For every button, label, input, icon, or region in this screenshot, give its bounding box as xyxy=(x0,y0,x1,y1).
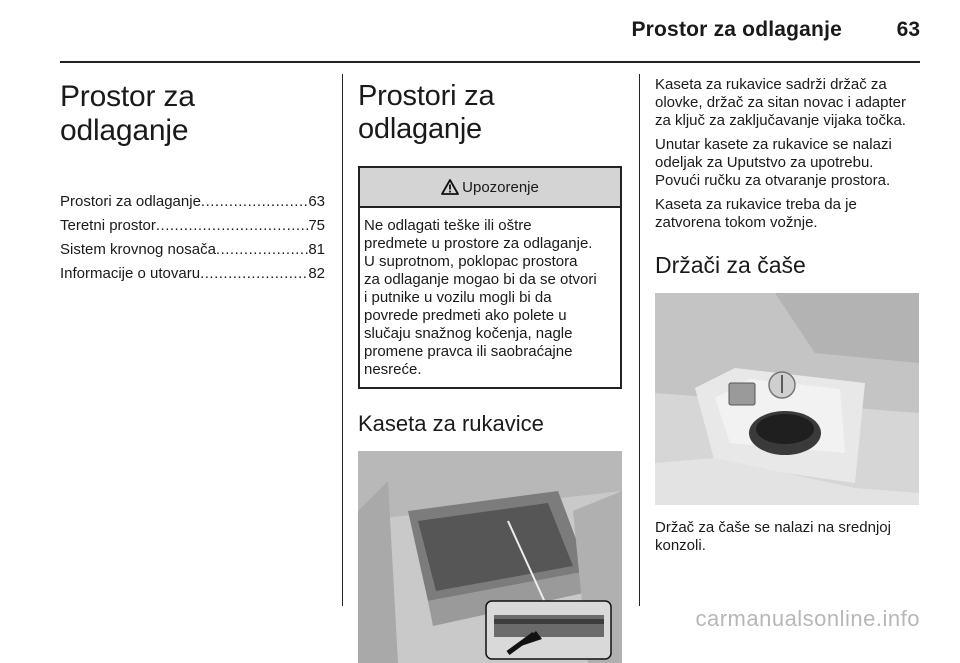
toc-entry-label: Prostori za odlaganje xyxy=(60,193,201,210)
toc-leader xyxy=(156,214,308,238)
table-of-contents xyxy=(60,190,325,286)
warning-line: nesreće. xyxy=(364,361,422,378)
column-divider-1 xyxy=(342,74,343,606)
column-3 xyxy=(655,70,923,555)
running-title: Prostor za odlaganje xyxy=(631,18,842,41)
toc-entry-page: 81 xyxy=(308,241,325,258)
warning-line: slučaju snažnog kočenja, nagle xyxy=(364,325,573,342)
warning-text xyxy=(360,208,620,387)
chapter-title: Prostor za odlaganje xyxy=(60,80,195,147)
warning-triangle-icon xyxy=(441,179,459,195)
toc-entry-label: Informacije o utovaru xyxy=(60,265,201,282)
toc-entry-page: 63 xyxy=(308,193,325,210)
text-line: Povući ručku za otvaranje prostora. xyxy=(655,172,891,189)
text-line: Držač za čaše se nalazi na srednjoj xyxy=(655,519,891,536)
warning-header xyxy=(360,168,620,208)
cupholder-image xyxy=(655,293,919,505)
warning-line: Ne odlagati teške ili oštre xyxy=(364,217,532,234)
warning-line: promene pravca ili saobraćajne xyxy=(364,343,573,360)
paragraph xyxy=(655,196,923,232)
text-line: olovke, držač za sitan novac i adapter xyxy=(655,94,906,111)
paragraph xyxy=(655,76,923,130)
warning-line: U suprotnom, poklopac prostora xyxy=(364,253,578,270)
text-line: odeljak za Uputstvo za upotrebu. xyxy=(655,154,874,171)
toc-entry-label: Teretni prostor xyxy=(60,217,156,234)
toc-entry-page: 75 xyxy=(308,217,325,234)
toc-leader xyxy=(200,262,308,286)
text-line: Kaseta za rukavice treba da je xyxy=(655,196,857,213)
warning-line: predmete u prostore za odlaganje. xyxy=(364,235,593,252)
glovebox-heading: Kaseta za rukavice xyxy=(358,411,544,436)
glovebox-illustration xyxy=(358,451,622,663)
watermark: carmanualsonline.info xyxy=(695,606,920,631)
glovebox-image xyxy=(358,451,622,663)
warning-title: Upozorenje xyxy=(462,178,539,196)
column-2 xyxy=(358,70,622,663)
cupholder-caption xyxy=(655,519,923,555)
text-line: za ključ za zaključavanje vijaka točka. xyxy=(655,112,906,129)
header-rule xyxy=(60,61,920,63)
toc-entry-page: 82 xyxy=(308,265,325,282)
section-title: Prostori za odlaganje xyxy=(358,80,495,145)
page-header xyxy=(0,0,960,62)
warning-box xyxy=(358,166,622,389)
toc-entry[interactable] xyxy=(60,262,325,286)
text-line: Kaseta za rukavice sadrži držač za xyxy=(655,76,887,93)
warning-line: i putnike u vozilu mogli bi da xyxy=(364,289,552,306)
toc-entry-label: Sistem krovnog nosača xyxy=(60,241,216,258)
text-line: Unutar kasete za rukavice se nalazi xyxy=(655,136,892,153)
toc-leader xyxy=(216,238,308,262)
column-divider-2 xyxy=(639,74,640,606)
warning-line: za odlaganje mogao bi da se otvori xyxy=(364,271,597,288)
column-1 xyxy=(60,70,325,286)
toc-leader xyxy=(201,190,308,214)
toc-entry[interactable] xyxy=(60,214,325,238)
toc-entry[interactable] xyxy=(60,190,325,214)
paragraph xyxy=(655,136,923,190)
text-line: zatvorena tokom vožnje. xyxy=(655,214,818,231)
text-line: konzoli. xyxy=(655,537,706,554)
warning-line: povrede predmeti ako polete u xyxy=(364,307,567,324)
toc-entry[interactable] xyxy=(60,238,325,262)
page-number: 63 xyxy=(896,18,920,41)
cupholder-illustration xyxy=(655,293,919,505)
cupholder-heading: Držači za čaše xyxy=(655,252,806,278)
